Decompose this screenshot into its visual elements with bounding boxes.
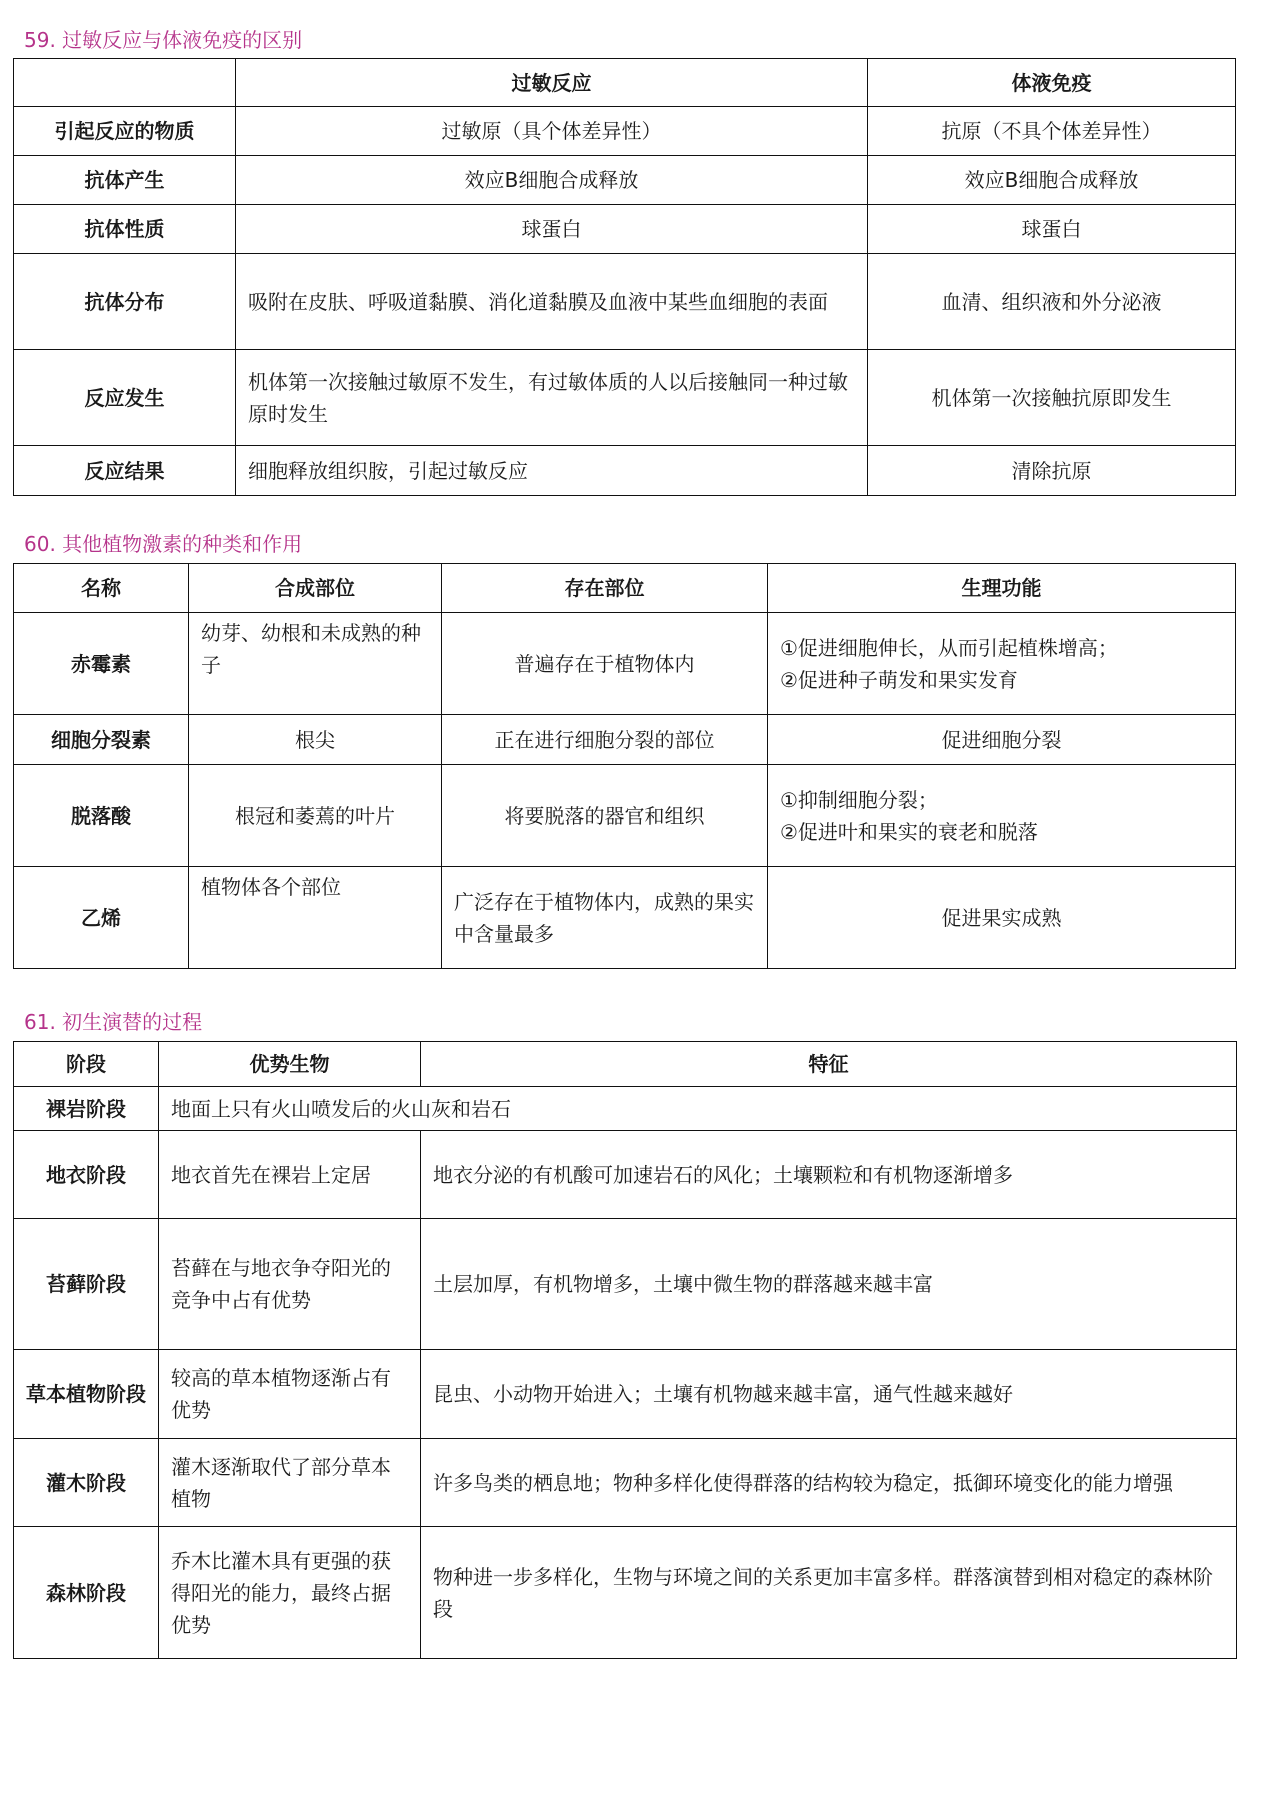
table-cell: 血清、组织液和外分泌液 (868, 254, 1236, 350)
table-cell: 广泛存在于植物体内，成熟的果实中含量最多 (442, 867, 768, 969)
table-cell: 土层加厚，有机物增多，土壤中微生物的群落越来越丰富 (421, 1219, 1237, 1350)
row-label: 抗体分布 (14, 254, 236, 350)
table-cell: 根冠和萎蔫的叶片 (189, 765, 442, 867)
table-cell: 灌木逐渐取代了部分草本植物 (159, 1439, 421, 1527)
table-row (14, 613, 1236, 715)
table-row (14, 350, 1236, 446)
table-row (14, 1087, 1237, 1131)
table-cell: 许多鸟类的栖息地；物种多样化使得群落的结构较为稳定，抵御环境变化的能力增强 (421, 1439, 1237, 1527)
row-label: 赤霉素 (14, 613, 189, 715)
table-cell: 地衣分泌的有机酸可加速岩石的风化；土壤颗粒和有机物逐渐增多 (421, 1131, 1237, 1219)
header-cell (14, 59, 236, 107)
table-cell: 乔木比灌木具有更强的获得阳光的能力，最终占据优势 (159, 1527, 421, 1659)
row-label: 反应发生 (14, 350, 236, 446)
table-row (14, 254, 1236, 350)
row-label: 地衣阶段 (14, 1131, 159, 1219)
table-row (14, 1219, 1237, 1350)
row-label: 细胞分裂素 (14, 715, 189, 765)
table-cell: ①抑制细胞分裂； ②促进叶和果实的衰老和脱落 (768, 765, 1236, 867)
table-cell: 昆虫、小动物开始进入；土壤有机物越来越丰富，通气性越来越好 (421, 1350, 1237, 1439)
table-row (14, 205, 1236, 254)
table-cell: 机体第一次接触抗原即发生 (868, 350, 1236, 446)
table-row (14, 1131, 1237, 1219)
header-cell: 生理功能 (768, 564, 1236, 613)
table-header-row (14, 1042, 1237, 1087)
allergy-vs-humoral-table (13, 58, 1236, 496)
table-cell: 普遍存在于植物体内 (442, 613, 768, 715)
header-cell: 阶段 (14, 1042, 159, 1087)
header-cell: 过敏反应 (236, 59, 868, 107)
header-cell: 特征 (421, 1042, 1237, 1087)
row-label: 森林阶段 (14, 1527, 159, 1659)
row-label: 引起反应的物质 (14, 107, 236, 156)
table-row (14, 867, 1236, 969)
table-row (14, 1527, 1237, 1659)
table-cell: 物种进一步多样化，生物与环境之间的关系更加丰富多样。群落演替到相对稳定的森林阶段 (421, 1527, 1237, 1659)
table-cell: 较高的草本植物逐渐占有优势 (159, 1350, 421, 1439)
plant-hormones-table (13, 563, 1236, 969)
table-cell: ①促进细胞伸长，从而引起植株增高； ②促进种子萌发和果实发育 (768, 613, 1236, 715)
table-cell: 正在进行细胞分裂的部位 (442, 715, 768, 765)
table-row (14, 1350, 1237, 1439)
table-cell: 过敏原（具个体差异性） (236, 107, 868, 156)
table-cell: 植物体各个部位 (189, 867, 442, 969)
table-row (14, 156, 1236, 205)
table-cell: 苔藓在与地衣争夺阳光的竞争中占有优势 (159, 1219, 421, 1350)
row-label: 裸岩阶段 (14, 1087, 159, 1131)
header-cell: 合成部位 (189, 564, 442, 613)
table-header-row (14, 59, 1236, 107)
table-cell: 幼芽、幼根和未成熟的种子 (189, 613, 442, 715)
table-cell: 根尖 (189, 715, 442, 765)
row-label: 脱落酸 (14, 765, 189, 867)
table-row (14, 715, 1236, 765)
header-cell: 名称 (14, 564, 189, 613)
table-cell: 将要脱落的器官和组织 (442, 765, 768, 867)
table-cell: 抗原（不具个体差异性） (868, 107, 1236, 156)
table-row (14, 446, 1236, 496)
table-row (14, 107, 1236, 156)
header-cell: 体液免疫 (868, 59, 1236, 107)
table-cell: 球蛋白 (236, 205, 868, 254)
header-cell: 存在部位 (442, 564, 768, 613)
row-label: 乙烯 (14, 867, 189, 969)
header-cell: 优势生物 (159, 1042, 421, 1087)
table-cell: 地衣首先在裸岩上定居 (159, 1131, 421, 1219)
section-59-title: 59. 过敏反应与体液免疫的区别 (24, 28, 303, 52)
row-label: 抗体产生 (14, 156, 236, 205)
table-cell: 清除抗原 (868, 446, 1236, 496)
row-label: 灌木阶段 (14, 1439, 159, 1527)
row-label: 抗体性质 (14, 205, 236, 254)
table-row (14, 1439, 1237, 1527)
section-60-title: 60. 其他植物激素的种类和作用 (24, 532, 303, 556)
row-label: 苔藓阶段 (14, 1219, 159, 1350)
table-row (14, 765, 1236, 867)
table-cell: 细胞释放组织胺，引起过敏反应 (236, 446, 868, 496)
primary-succession-table (13, 1041, 1237, 1659)
row-label: 草本植物阶段 (14, 1350, 159, 1439)
table-cell: 促进果实成熟 (768, 867, 1236, 969)
table-cell: 吸附在皮肤、呼吸道黏膜、消化道黏膜及血液中某些血细胞的表面 (236, 254, 868, 350)
table-header-row (14, 564, 1236, 613)
table-cell: 效应B细胞合成释放 (868, 156, 1236, 205)
table-cell: 效应B细胞合成释放 (236, 156, 868, 205)
table-cell: 促进细胞分裂 (768, 715, 1236, 765)
table-cell: 地面上只有火山喷发后的火山灰和岩石 (159, 1087, 1237, 1131)
row-label: 反应结果 (14, 446, 236, 496)
section-61-title: 61. 初生演替的过程 (24, 1010, 203, 1034)
table-cell: 机体第一次接触过敏原不发生，有过敏体质的人以后接触同一种过敏原时发生 (236, 350, 868, 446)
table-cell: 球蛋白 (868, 205, 1236, 254)
